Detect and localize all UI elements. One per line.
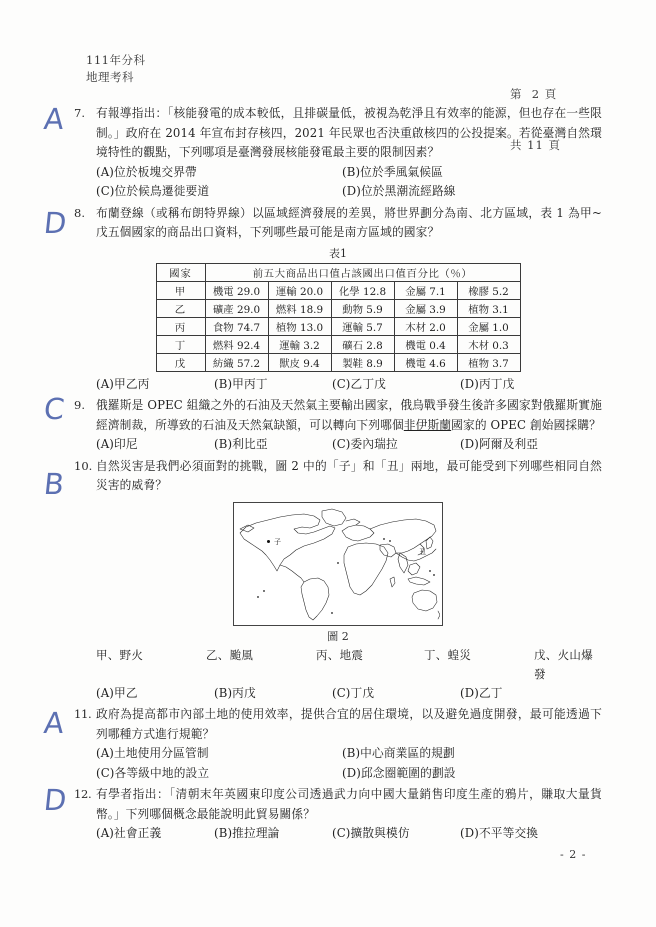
question-7-number: 7. — [74, 106, 85, 120]
table-cell-item: 金屬 1.0 — [457, 317, 520, 335]
question-9-stem-part2: 國家的 OPEC 創始國採購？ — [451, 417, 601, 432]
margin-answer-q11: A — [42, 706, 66, 740]
table-header-country: 國家 — [156, 263, 205, 281]
world-map-outline — [234, 503, 440, 623]
map-label-chou: 丑 — [419, 547, 426, 556]
question-7-option-c[interactable]: (C)位於候鳥遷徙要道 — [96, 184, 210, 198]
question-11-option-c[interactable]: (C)各等級中地的設立 — [96, 765, 210, 780]
question-8-number: 8. — [74, 205, 85, 220]
table-cell-item: 運輸 3.2 — [268, 335, 331, 353]
table-cell-item: 燃料 18.9 — [268, 299, 331, 317]
question-8-stem: 布蘭登線（或稱布朗特界線）以區域經濟發展的差異，將世界劃分為南、北方區域，表 1 為甲~戊五個國家的商品出口資料，下列哪些最可能是南方區域的國家？ — [96, 205, 602, 239]
table-cell-item: 植物 3.7 — [457, 353, 520, 371]
table-cell-item: 機電 29.0 — [205, 281, 268, 299]
question-10 — [74, 457, 602, 704]
hazard-item: 甲、野火 — [96, 647, 144, 662]
margin-answer-q8: D — [42, 206, 69, 240]
question-8 — [74, 204, 602, 395]
exam-title-line2: 地理考科 — [86, 70, 134, 84]
question-7-option-b[interactable]: (B)位於季風氣候區 — [342, 164, 444, 179]
question-7-option-d[interactable]: (D)位於黑潮流經路線 — [342, 184, 456, 198]
question-10-option-b[interactable]: (B)丙戊 — [214, 685, 256, 700]
margin-answer-q9: C — [42, 392, 67, 426]
question-10-number: 10. — [74, 458, 93, 473]
table-header-row — [156, 263, 520, 281]
page-total: 共 11 頁 — [510, 138, 561, 152]
table-row — [156, 299, 520, 317]
question-8-option-d[interactable]: (D)丙丁戊 — [460, 376, 515, 391]
question-10-option-a[interactable]: (A)甲乙 — [96, 685, 138, 700]
question-11-options — [96, 744, 602, 783]
question-12-option-a[interactable]: (A)社會正義 — [96, 826, 162, 840]
question-10-option-c[interactable]: (C)丁戊 — [332, 685, 375, 700]
question-9-option-a[interactable]: (A)印尼 — [96, 437, 138, 451]
question-11-number: 11. — [74, 707, 92, 721]
question-8-options — [96, 375, 602, 395]
page-footer: - 2 - — [560, 848, 587, 861]
map-marker-zi — [267, 540, 270, 543]
hazard-item: 丙、地震 — [316, 647, 364, 662]
question-7-options — [96, 163, 602, 202]
question-10-option-d[interactable]: (D)乙丁 — [460, 685, 503, 700]
table-cell-item: 機電 4.6 — [394, 353, 457, 371]
question-8-option-c[interactable]: (C)乙丁戊 — [332, 376, 387, 391]
table-cell-item: 製鞋 8.9 — [331, 353, 394, 371]
question-10-options — [96, 684, 602, 704]
table-row — [156, 281, 520, 299]
export-data-table — [156, 263, 521, 372]
world-map-figure — [233, 502, 443, 626]
question-9-stem-underlined: 非伊斯蘭 — [403, 417, 452, 432]
question-11-option-a[interactable]: (A)土地使用分區管制 — [96, 746, 209, 760]
table-cell-item: 橡膠 5.2 — [457, 281, 520, 299]
table-cell-item: 化學 12.8 — [331, 281, 394, 299]
exam-title — [86, 52, 145, 86]
question-8-option-a[interactable]: (A)甲乙丙 — [96, 376, 150, 391]
question-12-stem: 有學者指出：「清朝末年英國東印度公司透過武力向中國大量銷售印度生產的鴉片，賺取大量貨幣。」下列哪個概念最能說明此貿易關係？ — [96, 787, 602, 821]
question-12 — [74, 785, 602, 844]
hazard-item: 丁、蝗災 — [424, 647, 472, 662]
question-11 — [74, 705, 602, 783]
question-9-option-b[interactable]: (B)利比亞 — [214, 437, 268, 451]
table-cell-item: 植物 13.0 — [268, 317, 331, 335]
question-7-option-a[interactable]: (A)位於板塊交界帶 — [96, 164, 197, 179]
table-cell-country: 丙 — [156, 317, 205, 335]
map-label-zi: 子 — [274, 537, 281, 546]
margin-answer-q12: D — [42, 783, 69, 817]
question-12-option-d[interactable]: (D)不平等交換 — [460, 826, 539, 840]
question-9-option-c[interactable]: (C)委內瑞拉 — [332, 437, 398, 451]
table-cell-item: 獸皮 9.4 — [268, 353, 331, 371]
question-11-option-b[interactable]: (B)中心商業區的規劃 — [342, 746, 455, 760]
page-current: 第 2 頁 — [510, 87, 558, 101]
table-cell-item: 金屬 3.9 — [394, 299, 457, 317]
exam-title-line1: 111年分科 — [86, 53, 146, 67]
table-cell-item: 食物 74.7 — [205, 317, 268, 335]
hazard-item: 戊、火山爆發 — [534, 647, 593, 681]
table-cell-item: 木材 2.0 — [394, 317, 457, 335]
table-cell-country: 乙 — [156, 299, 205, 317]
question-column — [74, 104, 602, 846]
question-9-stem — [96, 396, 602, 435]
table-row — [156, 335, 520, 353]
table-cell-item: 動物 5.9 — [331, 299, 394, 317]
table-cell-item: 機電 0.4 — [394, 335, 457, 353]
table-1-caption: 表1 — [329, 246, 347, 260]
question-9-stem-part1: 俄羅斯是 OPEC 組織之外的石油及天然氣主要輸出國家，俄烏戰爭發生後許多國家對俄羅斯實施經濟制裁，所導致的石油及天然氣缺額，可以轉向下列哪個 — [96, 398, 602, 432]
table-cell-country: 戊 — [156, 353, 205, 371]
table-cell-item: 金屬 7.1 — [394, 281, 457, 299]
question-7-stem: 有報導指出：「核能發電的成本較低，且排碳量低，被視為乾淨且有效率的能源，但也存在一些限制。」政府在 2014 年宣布封存核四，2021 年民眾也否決重啟核四的公投提案。若從臺灣自然環境特性的觀點，下列哪項是臺灣發展核能發電最主要的限制因素？ — [96, 106, 602, 159]
question-11-option-d[interactable]: (D)邱念圈範圍的劃設 — [342, 765, 456, 780]
table-cell-country: 甲 — [156, 281, 205, 299]
question-12-number: 12. — [74, 787, 92, 801]
table-cell-item: 木材 0.3 — [457, 335, 520, 353]
table-cell-item: 燃料 92.4 — [205, 335, 268, 353]
question-10-stem: 自然災害是我們必須面對的挑戰，圖 2 中的「子」和「丑」兩地，最可能受到下列哪些相同自然災害的威脅？ — [96, 458, 602, 492]
question-12-option-c[interactable]: (C)擴散與模仿 — [332, 826, 410, 840]
margin-answer-q10: B — [42, 467, 66, 501]
question-7 — [74, 104, 602, 202]
question-9-number: 9. — [74, 398, 85, 412]
question-9 — [74, 396, 602, 455]
table-cell-item: 礦產 29.0 — [205, 299, 268, 317]
question-12-options — [96, 824, 602, 844]
table-row — [156, 317, 520, 335]
margin-answer-q7: A — [42, 102, 66, 136]
table-cell-item: 紡織 57.2 — [205, 353, 268, 371]
question-9-option-d[interactable]: (D)阿爾及利亞 — [460, 437, 539, 451]
table-cell-country: 丁 — [156, 335, 205, 353]
question-10-hazard-list — [96, 646, 602, 684]
question-8-option-b[interactable]: (B)甲丙丁 — [214, 376, 268, 391]
table-header-span: 前五大商品出口值占該國出口值百分比（％） — [205, 263, 520, 281]
figure-2-caption: 圖 2 — [327, 629, 349, 643]
question-9-options — [96, 435, 602, 455]
table-cell-item: 運輸 5.7 — [331, 317, 394, 335]
question-11-stem: 政府為提高都市內部土地的使用效率，提供合宜的居住環境，以及避免過度開發，最可能透過下列哪種方式進行規範？ — [96, 707, 602, 741]
table-cell-item: 運輸 20.0 — [268, 281, 331, 299]
hazard-item: 乙、颱風 — [206, 647, 254, 662]
table-row — [156, 353, 520, 371]
table-cell-item: 礦石 2.8 — [331, 335, 394, 353]
question-12-option-b[interactable]: (B)推拉理論 — [214, 826, 280, 840]
table-cell-item: 植物 3.1 — [457, 299, 520, 317]
